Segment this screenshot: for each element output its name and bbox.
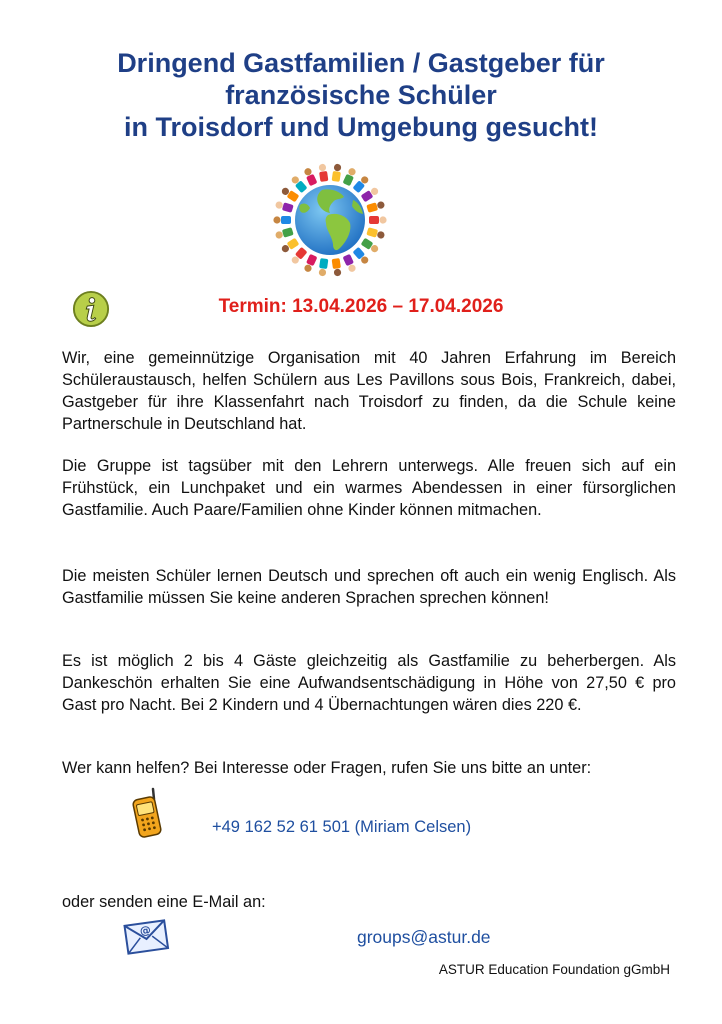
title-line-2: französische Schüler — [225, 80, 497, 110]
globe-children-icon — [270, 160, 390, 280]
phone-number[interactable]: +49 162 52 61 501 (Miriam Celsen) — [212, 818, 472, 836]
envelope-at-icon — [120, 913, 172, 957]
paragraph-compensation: Es ist möglich 2 bis 4 Gäste gleichzeitig als Gastfamilie zu beherbergen. Als Dankeschön erhalten Sie eine Aufwandsentschädigung in Höhe von 27,50 € pro Gast pro Nacht. Bei 2 Kindern und 4 Übernachtungen wären dies 220 €. — [62, 652, 676, 714]
event-date: Termin: 13.04.2026 – 17.04.2026 — [218, 296, 504, 317]
paragraph-languages: Die meisten Schüler lernen Deutsch und sprechen oft auch ein wenig Englisch. Als Gastfamilie müssen Sie keine anderen Sprachen sprechen können! — [62, 567, 676, 607]
title-line-1: Dringend Gastfamilien / Gastgeber für — [117, 48, 605, 78]
paragraph-intro: Wir, eine gemeinnützige Organisation mit 40 Jahren Erfahrung im Bereich Schüleraustausch, helfen Schülern aus Les Pavillons sous Bois, Frankreich, dabei, Gastgeber für ihre Klassenfahrt nach Troisdorf zu finden, da die Schule keine Partnerschule in Deutschland hat. — [62, 349, 676, 433]
title-line-3: in Troisdorf und Umgebung gesucht! — [124, 112, 598, 142]
page-title — [40, 47, 682, 143]
email-intro: oder senden eine E-Mail an: — [62, 893, 266, 911]
svg-text:@: @ — [139, 923, 152, 938]
contact-intro: Wer kann helfen? Bei Interesse oder Fragen, rufen Sie uns bitte an unter: — [62, 759, 592, 777]
email-address[interactable]: groups@astur.de — [357, 927, 491, 947]
paragraph-group: Die Gruppe ist tagsüber mit den Lehrern unterwegs. Alle freuen sich auf ein Frühstück, ein Lunchpaket und ein warmes Abendessen in einer fürsorglichen Gastfamilie. Auch Paare/Familien ohne Kinder können mitmachen. — [62, 457, 676, 519]
organization-footer: ASTUR Education Foundation gGmbH — [438, 962, 670, 977]
mobile-phone-icon — [127, 787, 167, 839]
